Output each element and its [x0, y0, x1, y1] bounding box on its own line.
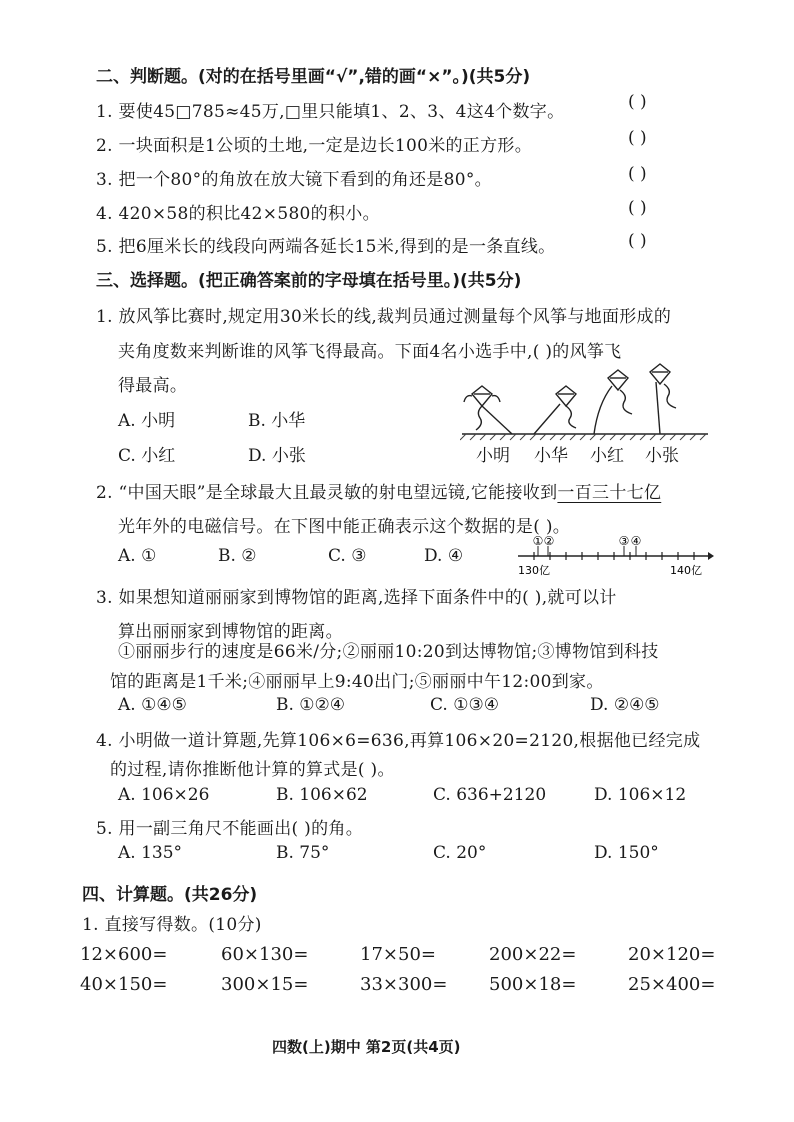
q3-option-c[interactable]: C. ①③④: [430, 695, 499, 715]
judge-item-5: 5. 把6厘米长的线段向两端各延长15米,得到的是一条直线。: [96, 237, 556, 257]
q1-line3: 得最高。: [118, 376, 188, 396]
answer-paren-1[interactable]: ( ): [628, 92, 647, 112]
mark-2: ②: [543, 534, 555, 548]
q5-option-b[interactable]: B. 75°: [276, 843, 330, 863]
axis-label-right: 140亿: [670, 564, 702, 577]
axis-label-left: 130亿: [518, 564, 550, 577]
calc-1-3: 17×50=: [360, 944, 436, 965]
judge-item-4: 4. 420×58的积比42×580的积小。: [96, 204, 380, 224]
q2-option-a[interactable]: A. ①: [118, 546, 157, 566]
judge-item-2: 2. 一块面积是1公顷的土地,一定是边长100米的正方形。: [96, 136, 532, 156]
judge-item-1: 1. 要使45□785≈45万,□里只能填1、2、3、4这4个数字。: [96, 102, 565, 122]
q5-option-c[interactable]: C. 20°: [433, 843, 487, 863]
kite-label-1: 小明: [476, 446, 510, 466]
calc-2-5: 25×400=: [628, 974, 716, 995]
q5-option-d[interactable]: D. 150°: [594, 843, 659, 863]
q1-option-c[interactable]: C. 小红: [118, 446, 176, 466]
q3-option-d[interactable]: D. ②④⑤: [590, 695, 660, 715]
q3-line3: ①丽丽步行的速度是66米/分;②丽丽10:20到达博物馆;③博物馆到科技: [118, 642, 659, 662]
calc-1-2: 60×130=: [221, 944, 309, 965]
mark-1: ①: [532, 534, 544, 548]
q1-option-a[interactable]: A. 小明: [118, 411, 176, 431]
q1-line1: 1. 放风筝比赛时,规定用30米长的线,裁判员通过测量每个风筝与地面形成的: [96, 307, 672, 327]
kite-label-4: 小张: [645, 446, 679, 466]
answer-paren-3[interactable]: ( ): [628, 164, 647, 184]
q3-line1: 3. 如果想知道丽丽家到博物馆的距离,选择下面条件中的( ),就可以计: [96, 588, 617, 608]
q1-line2: 夹角度数来判断谁的风筝飞得最高。下面4名小选手中,( )的风筝飞: [118, 342, 622, 362]
q1-option-d[interactable]: D. 小张: [248, 446, 306, 466]
section4-title: 四、计算题。(共26分): [82, 885, 258, 905]
q2-line1: [96, 478, 661, 503]
calc-1-4: 200×22=: [489, 944, 577, 965]
calc-2-3: 33×300=: [360, 974, 448, 995]
mark-3: ③: [618, 534, 630, 548]
q4-option-b[interactable]: B. 106×62: [276, 785, 368, 805]
kite-2: [534, 386, 576, 434]
kite-4: [650, 364, 676, 434]
q4-option-a[interactable]: A. 106×26: [118, 785, 210, 805]
calc-2-2: 300×15=: [221, 974, 309, 995]
q1-option-b[interactable]: B. 小华: [248, 411, 306, 431]
section4-sub1: 1. 直接写得数。(10分): [82, 915, 262, 935]
q4-option-d[interactable]: D. 106×12: [594, 785, 687, 805]
q3-line4: 馆的距离是1千米;④丽丽早上9:40出门;⑤丽丽中午12:00到家。: [110, 672, 604, 692]
calc-1-1: 12×600=: [80, 944, 168, 965]
calc-2-1: 40×150=: [80, 974, 168, 995]
answer-paren-4[interactable]: ( ): [628, 198, 647, 218]
section2-title: 二、判断题。(对的在括号里画“√”,错的画“×”。)(共5分): [96, 67, 531, 87]
q2-line1-text: 2. “中国天眼”是全球最大且最灵敏的射电望远镜,它能接收到: [96, 483, 558, 503]
section3-title: 三、选择题。(把正确答案前的字母填在括号里。)(共5分): [96, 271, 522, 291]
page-footer: 四数(上)期中 第2页(共4页): [272, 1038, 461, 1056]
kite-label-3: 小红: [590, 446, 624, 466]
kite-3: [594, 370, 632, 434]
axis-arrow: [708, 552, 714, 560]
q5-option-a[interactable]: A. 135°: [118, 843, 183, 863]
kite-1: [464, 386, 512, 434]
q2-option-b[interactable]: B. ②: [218, 546, 257, 566]
judge-item-3: 3. 把一个80°的角放在放大镜下看到的角还是80°。: [96, 170, 492, 190]
q2-option-c[interactable]: C. ③: [328, 546, 367, 566]
q2-option-d[interactable]: D. ④: [424, 546, 464, 566]
kite-label-2: 小华: [534, 446, 568, 466]
q2-line2: 光年外的电磁信号。在下图中能正确表示这个数据的是( )。: [118, 517, 571, 537]
calc-2-4: 500×18=: [489, 974, 577, 995]
q2-underlined-number: 一百三十七亿: [557, 483, 662, 503]
q4-line1: 4. 小明做一道计算题,先算106×6=636,再算106×20=2120,根据他已经完成: [96, 731, 701, 751]
q5-line1: 5. 用一副三角尺不能画出( )的角。: [96, 819, 363, 839]
answer-paren-5[interactable]: ( ): [628, 231, 647, 251]
q3-option-a[interactable]: A. ①④⑤: [118, 695, 187, 715]
q3-option-b[interactable]: B. ①②④: [276, 695, 346, 715]
mark-4: ④: [630, 534, 642, 548]
q4-line2: 的过程,请你推断他计算的算式是( )。: [110, 760, 395, 780]
answer-paren-2[interactable]: ( ): [628, 128, 647, 148]
q4-option-c[interactable]: C. 636+2120: [433, 785, 547, 805]
q3-line2: 算出丽丽家到博物馆的距离。: [118, 622, 343, 642]
number-line: [514, 532, 714, 578]
calc-1-5: 20×120=: [628, 944, 716, 965]
